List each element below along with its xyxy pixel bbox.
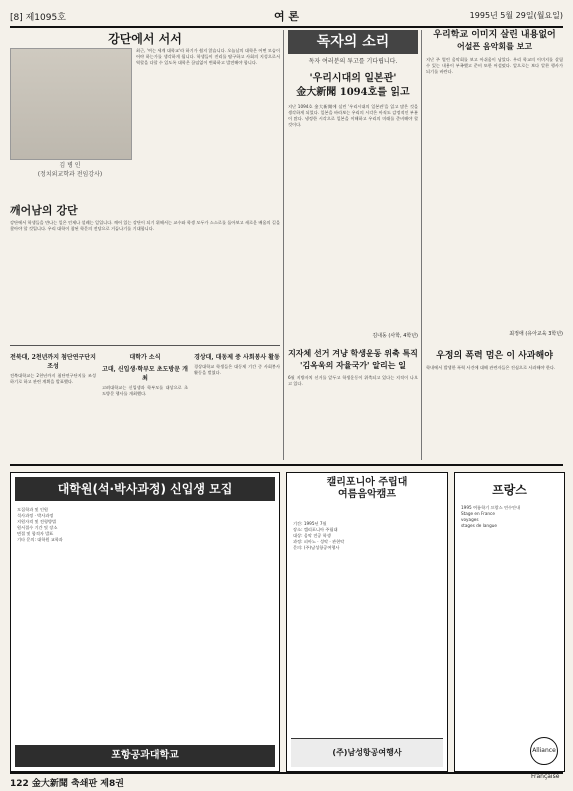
- ad-line: 기타 문의: 대학원 교학과: [17, 537, 63, 542]
- ad-row: 과정: 피아노 · 성악 · 관현악: [293, 539, 345, 544]
- ad-item: stages de langue: [461, 523, 497, 528]
- ad-line: 지원자격 및 전형방법: [17, 519, 57, 524]
- issue-label: [8] 제1095호: [10, 13, 66, 23]
- article-body-2: 강단에서 학생들을 만나는 일은 언제나 설레는 일입니다. 깨어 있는 강단이 되기 위해서는 교수와 학생 모두가 스스로를 돌아보고 새로운 배움의 길을 찾아야 할 것입니다. 우리 대학이 참된 학문의 전당으로 거듭나기를 기대합니다.: [10, 220, 280, 231]
- article-title-line1: 우리학교 이미지 살린 내용없어: [433, 30, 556, 40]
- news-box-title: 전북대, 2천년까지 첨단연구단지 조성: [10, 354, 96, 370]
- ad-item: Stage en France: [461, 511, 495, 516]
- date-label: 1995년 5월 29일(월요일): [469, 11, 563, 20]
- page-header: [10, 8, 563, 28]
- news-box-1: [10, 352, 96, 457]
- ad-graduate-school: [10, 472, 280, 772]
- ad-footer: (주)남성항공여행사: [291, 738, 443, 767]
- article-subtitle: 깨어남의 강단: [10, 204, 78, 217]
- news-box-title: 대학가 소식: [129, 354, 161, 361]
- page-footer: [10, 772, 563, 788]
- article-body-2: 학내에서 발생한 폭력 사건에 대해 관련자들은 진심으로 사과해야 한다.: [426, 365, 556, 370]
- article-body-1: 최근, '여는 세계 대학교'라 하기가 쉽지 않습니다. 오늘날의 대학은 어떤 모습이어야 하는가를 생각하게 됩니다. 학생들이 진리를 탐구하고 사회의 지성으로서 역할을 다할 수 있도록 대학은 끊임없이 변화하고 발전해야 합니다.: [136, 48, 280, 65]
- article-byline: 김내동 (사학, 4학년): [372, 333, 418, 339]
- news-box-3: [194, 352, 280, 457]
- ad-body: [461, 505, 558, 735]
- ad-title: 대학원(석·박사과정) 신입생 모집: [15, 477, 275, 501]
- column-left: [10, 30, 280, 460]
- column-middle: [288, 30, 418, 460]
- news-box-2: [102, 352, 188, 457]
- article-headline-3: '김옥욱의 자율국가' 알리는 일: [300, 360, 406, 370]
- article-title-line2: 金大新聞 1094호를 읽고: [296, 87, 410, 98]
- news-box-subtitle: 고대, 신입생·학부모 초도방문 개최: [102, 366, 188, 382]
- column-title: 강단에서 서서: [108, 32, 182, 46]
- photo-caption: [10, 160, 130, 178]
- ad-row: 기간: 1995년 7월: [293, 521, 327, 526]
- ad-title-line1: 캘리포니아 주립대: [326, 477, 408, 488]
- news-box-body: 고려대학교는 신입생과 학부모를 대상으로 초도방문 행사를 개최했다.: [102, 385, 188, 396]
- ad-title: 프랑스: [492, 483, 527, 497]
- article-headline-2: 우정의 폭력 멈은 이 사과해야: [436, 351, 553, 361]
- article-title-line1: '우리시대의 일본관': [309, 73, 397, 84]
- ad-music-camp: [286, 472, 448, 772]
- ad-row: 대상: 음악 전공 학생: [293, 533, 331, 538]
- ad-item: voyages: [461, 517, 479, 522]
- banner-subhead: 독자 여러분의 투고를 기다립니다.: [308, 58, 398, 65]
- ad-title-line2: 여름음악캠프: [338, 489, 396, 500]
- readers-voice-banner: 독자의 소리: [288, 30, 418, 54]
- article-byline: 최정애 (유아교육 3학년): [509, 331, 563, 337]
- ad-line: 원서접수 기간 및 장소: [17, 525, 58, 530]
- article-body: 지난 1094호 金大新聞에 실린 '우리시대의 일본관'을 읽고 많은 것을 생각하게 되었다. 일본을 바라보는 우리의 시각은 아직도 감정적인 부분이 많다. 냉정한 시각으로 일본을 이해하고 우리의 미래를 준비해야 할 것이다.: [288, 104, 418, 127]
- ad-footer: 포항공과대학교: [15, 745, 275, 767]
- ad-lines: [17, 507, 273, 737]
- ad-sub: 1995 여름학기 프랑스 연수안내: [461, 505, 521, 510]
- column-divider: [283, 30, 284, 460]
- article-title-line2: 어설픈 음악회를 보고: [456, 41, 533, 51]
- section-title: 여 론: [273, 10, 300, 23]
- alliance-logo: Alliance Française: [530, 737, 558, 765]
- news-box-body: 전북대학교는 2천년까지 첨단연구단지를 조성하기로 하고 관련 계획을 발표했다.: [10, 373, 96, 384]
- ad-title: [291, 477, 443, 501]
- news-boxes: [10, 345, 280, 461]
- column-right: [426, 30, 563, 460]
- ad-info-table: [293, 521, 441, 721]
- ad-line: 모집학과 및 인원: [17, 507, 48, 512]
- column-divider: [421, 30, 422, 460]
- author-photo: [10, 48, 132, 160]
- ad-row: 장소: 캘리포니아 주립대: [293, 527, 338, 532]
- news-box-title: 경상대, 대동제 중 사회봉사 활동: [194, 354, 280, 361]
- article-body: 지난 주 열린 음악회를 보고 아쉬움이 남았다. 우리 학교의 이미지를 살릴 수 있는 내용이 부족했고 준비 또한 어설펐다. 앞으로는 보다 알찬 행사가 되기를 바란다.: [426, 57, 563, 74]
- ads-section: [10, 464, 563, 780]
- ad-france: [454, 472, 565, 780]
- ad-row: 문의: (주)남성항공여행사: [293, 545, 340, 550]
- caption-dept: (정치외교학과 전임강사): [37, 171, 103, 178]
- footer-text: 122 金大新聞 축쇄판 제8권: [10, 779, 124, 789]
- caption-name: 김 병 인: [59, 162, 81, 169]
- news-box-body: 경상대학교 학생들은 대동제 기간 중 사회봉사 활동을 벌였다.: [194, 364, 280, 375]
- article-body-2: 6월 지방자치 선거를 앞두고 학생운동이 위축되고 있다는 지적이 나오고 있다.: [288, 375, 418, 386]
- ad-line: 석사과정 · 박사과정: [17, 513, 54, 518]
- article-headline-2: 지자체 선거 겨냥 학생운동 위축 특직: [288, 348, 418, 358]
- ad-line: 면접 및 합격자 발표: [17, 531, 54, 536]
- article-title: [288, 72, 418, 100]
